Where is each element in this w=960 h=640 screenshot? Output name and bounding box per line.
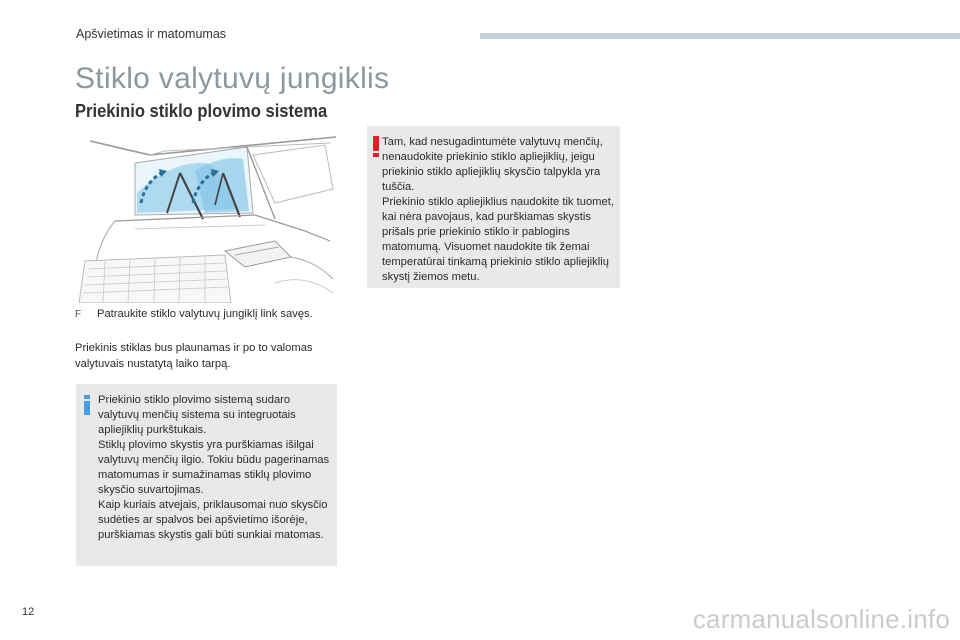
warning-text: Tam, kad nesugadintumėte valytuvų menčių, nenaudokite priekinio stiklo apliejiklių, jeigu priekinio stiklo apliejiklių skysčio talpykla yra tuščia. Priekinio stiklo apliejiklius naudokite tik tuomet, kai nėra pavojaus, kad purškiamas skystis prišals prie priekinio stiklo ir pablogins matomumą. Visuomet naudokite tik žemai temperatūrai tinkamą priekinio stiklo apliejiklių skystį žiemos metu. (382, 136, 614, 283)
instruction-text: Patraukite stiklo valytuvų jungiklį link savęs. (97, 308, 313, 320)
info-icon (84, 395, 90, 415)
warning-box (367, 126, 620, 288)
info-box (76, 384, 337, 566)
step-bullet: F (75, 309, 82, 320)
header-rule (480, 33, 960, 39)
page-number: 12 (22, 606, 35, 618)
section-label: Apšvietimas ir matomumas (76, 27, 227, 41)
info-text: Priekinio stiklo plovimo sistemą sudaro valytuvų menčių sistema su integruotais apliejiklių purkštukais. Stiklų plovimo skystis yra purškiamas išilgai valytuvų menčių ilgio. Tokiu būdu pagerinamas matomumas ir sumažinamas stiklų plovimo skysčio suvartojimas. Kaip kuriais atvejais, priklausomai nuo skysčio sudėties ar spalvos bei apšvietimo išorėje, purškiamas skystis gali būti sunkiai matomas. (98, 394, 330, 541)
car-windscreen-drawing (75, 133, 336, 303)
windscreen-washer-illustration (75, 133, 336, 303)
body-text: Priekinis stiklas bus plaunamas ir po to valomas valytuvais nustatytą laiko tarpą. (75, 342, 313, 370)
watermark: carmanualsonline.info (692, 604, 950, 634)
warning-icon (373, 136, 379, 157)
instruction-step (75, 307, 337, 322)
section-subtitle: Priekinio stiklo plovimo sistema (75, 101, 328, 121)
page-title: Stiklo valytuvų jungiklis (75, 62, 390, 95)
